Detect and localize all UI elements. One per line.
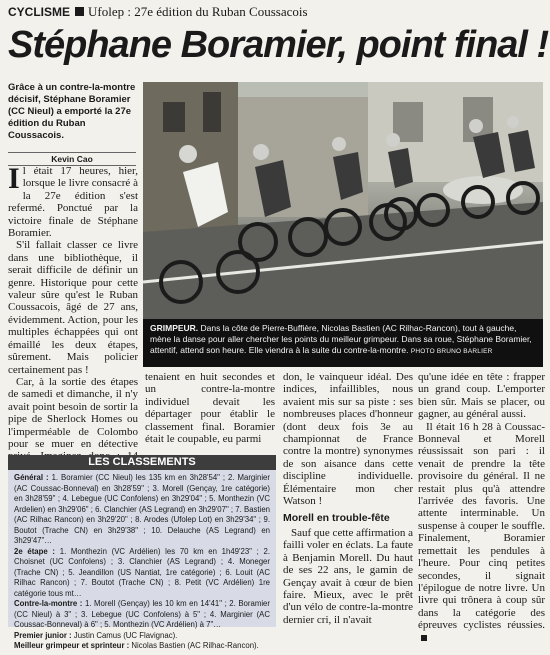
headline: Stéphane Boramier, point final ! [8, 24, 549, 66]
subheading: Morell en trouble-fête [283, 512, 390, 525]
rubric-section: CYCLISME [8, 5, 71, 19]
results-body: Général : 1. Boramier (CC Nieul) les 135 km en 3h28'54" ; 2. Marginier (AC Coussac-Bonneval) en 3h28'59" ; 3. Morell (Gençay, 1re catégorie) en 3h28'59" ; 4. Lebegue (UC Confolens) en 3h29'04" ; 5. Monthezin (VC Ardelien) en 3h29'06" ; 6. Clanchier (AS Legrand) en 3h29'07" ; 7. Bastien (AC Rilhac Rancon) en 3h29'20" ; 8. Arodes (Ufolep Lot) en 3h29'34" ; 9. Boutot (Trache CN) en 3h29'38" ; 10. Delauche (AS Legrand) en 3h29'47"… 2e étape : 1. Monthezin (VC Ardélien) les 70 km en 1h49'23" ; 2. Choisnet (UC Confolens) ; 3. Clanchier (AS Legrand) ; 4. Moneger (Trache CN) ; 5. Jeandillon (US Nantiat, 1re catégorie) ; 6. Louit (AC Rilhac Rancon) ; 7. Boutot (Trache CN) ; 8. Petit (VC Ardélien) 1re catégorie tous mt… Contre-la-montre : 1. Morell (Gençay) les 10 km en 14'41" ; 2. Boramier (CC Nieul) à 3" ; 3. Lebegue (UC Confolens) à 5" ; 4. Marginier (AC Coussac-Bonneval) à 6" ; 5. Monthezin (VC Ardélien) à 7"… Premier junior : Justin Camus (UC Flavignac). Meilleur grimpeur et sprinteur : Nicolas Bastien (AC Rilhac-Rancon). [14, 473, 270, 650]
intro-paragraph: Grâce à un contre-la-montre décisif, Stéphane Boramier (CC Nieul) a emporté la 27e édition du Ruban Coussacois. [8, 82, 136, 141]
article-column-3 [283, 371, 413, 626]
climber-result: Nicolas Bastien (AC Rilhac-Rancon). [131, 641, 259, 650]
paragraph: Sauf que cette affirmation a failli voler en éclats. La faute à Benjamin Morell. Du haut de ses 22 ans, le gamin de Gençay avait à cœur de bien faire. Mieux, avec le prêt d'un vélo de contre-la-montre dernier cri, il n'avait [283, 526, 413, 626]
rubric-subtitle: Ufolep : 27e édition du Ruban Coussacois [88, 4, 308, 19]
caption-lead: GRIMPEUR. [150, 323, 199, 333]
junior-result: Justin Camus (UC Flavignac). [73, 630, 178, 640]
paragraph: l était 17 heures, hier, lorsque le livre consacré à la 27e édition s'est refermé. Ponctué par la victoire finale de Stéphane Boramier. [8, 165, 138, 240]
results-box [8, 455, 276, 650]
photo-caption [143, 319, 543, 367]
paragraph: Car, à la sortie des étapes de samedi et dimanche, il n'y avait point besoin de sortir la pipe de Sherlock Homes ou l'imperméable de Colombo pour se muer en détective [8, 375, 138, 450]
article-column-2 [145, 371, 275, 445]
end-mark-icon [421, 635, 427, 641]
general-results: 1. Boramier (CC Nieul) les 135 km en 3h28'54" ; 2. Marginier (AC Coussac-Bonneval) en 3h28'59" ; 3. Morell (Gençay, 1re catégorie) en 3h28'59" ; 4. Lebegue (UC Confolens) en 3h29'04" ; 5. Monthezin (VC Ardelien) en 3h29'06" ; 6. Clanchier (AS Legrand) en 3h29'07" ; 7. Bastien (AC Rilhac Rancon) en 3h29'20" ; 8. Arodes (Ufolep Lot) en 3h29'34" ; 9. Boutot (Trache CN) en 3h29'38" ; 10. Delauche (AS Legrand) en 3h29'47"… [14, 473, 270, 545]
paragraph: qu'une idée en tête : frapper un grand coup. L'emporter bien sûr. Mais se placer, ou gagner, au général aussi. [418, 371, 545, 421]
article-column-1 [8, 162, 138, 475]
caption-text: Dans la côte de Pierre-Buffière, Nicolas Bastien (AC Rilhac-Rancon), tout à gauche, mène la danse pour aller chercher les points du meilleur grimpeur. Dans sa roue, Stéphane Boramier, attentif, attend son heure. Elle viendra à la suite du contre-la-montre. [150, 323, 532, 355]
race-photo [143, 82, 543, 319]
photo-credit: PHOTO BRUNO BARLIER [410, 348, 493, 355]
paragraph: S'il fallait classer ce livre dans une bibliothèque, il serait difficile de définir un genre. Historique pour cette valeur sûre qu'est le Ruban Coussacois, âgé de 27 ans, évidemment. Action, pour les multiples échappées qui ont émaillé les deux étapes, sûrement. Mais policier certainement pas ! [8, 239, 138, 376]
drop-cap: I [8, 162, 20, 195]
cyclists-illustration [143, 82, 543, 319]
rubric [8, 4, 308, 20]
square-bullet-icon [75, 7, 84, 16]
author-byline: Kevin Cao [8, 152, 136, 166]
stage2-results: 1. Monthezin (VC Ardélien) les 70 km en 1h49'23" ; 2. Choisnet (UC Confolens) ; 3. Clanchier (AS Legrand) ; 4. Moneger (Trache CN) ; 5. Jeandillon (US Nantiat, 1re catégorie) ; 6. Louit (AC Rilhac Rancon) ; 7. Boutot (Trache CN) ; 8. Petit (VC Ardélien) 1re catégorie tous mt… [14, 546, 270, 598]
results-title: LES CLASSEMENTS [8, 455, 276, 470]
paragraph: tenaient en huit secondes et un contre-la-montre individuel devait les départager pour établir le classement final. Boramier était le coupable, eu parmi [145, 371, 275, 446]
article-column-4 [418, 371, 545, 644]
paragraph: don, le vainqueur idéal. Des indices, infaillibles, nous avaient mis sur sa piste : ses nombreuses places d'honneur (dont deux fois 3e au championnat de France contre la montre) synonymes de son aisance dans cette discipline individuelle. Élémentaire mon cher Watson ! [283, 371, 413, 508]
time-trial-results: 1. Morell (Gençay) les 10 km en 14'41" ; 2. Boramier (CC Nieul) à 3" ; 3. Lebegue (UC Confolens) à 5" ; 4. Marginier (AC Coussac-Bonneval) à 6" ; 5. Monthezin (VC Ardélien) à 7"… [14, 599, 270, 629]
paragraph: Il était 16 h 28 à Coussac-Bonneval et Morell réussissait son pari : il venait de prendre la tête provisoire du général. Il ne restait plus qu'à attendre l'arrivée des favoris. Une attente interminable. Un suspense à couper le souffle. Finalement, Boramier remettait les pendules à l'heure. Pour cinq petites secondes, il signait l'épilogue de notre livre. Un livre qui trônera à coup sûr dans la catégorie des épreuves cyclistes réussies. [418, 421, 545, 644]
